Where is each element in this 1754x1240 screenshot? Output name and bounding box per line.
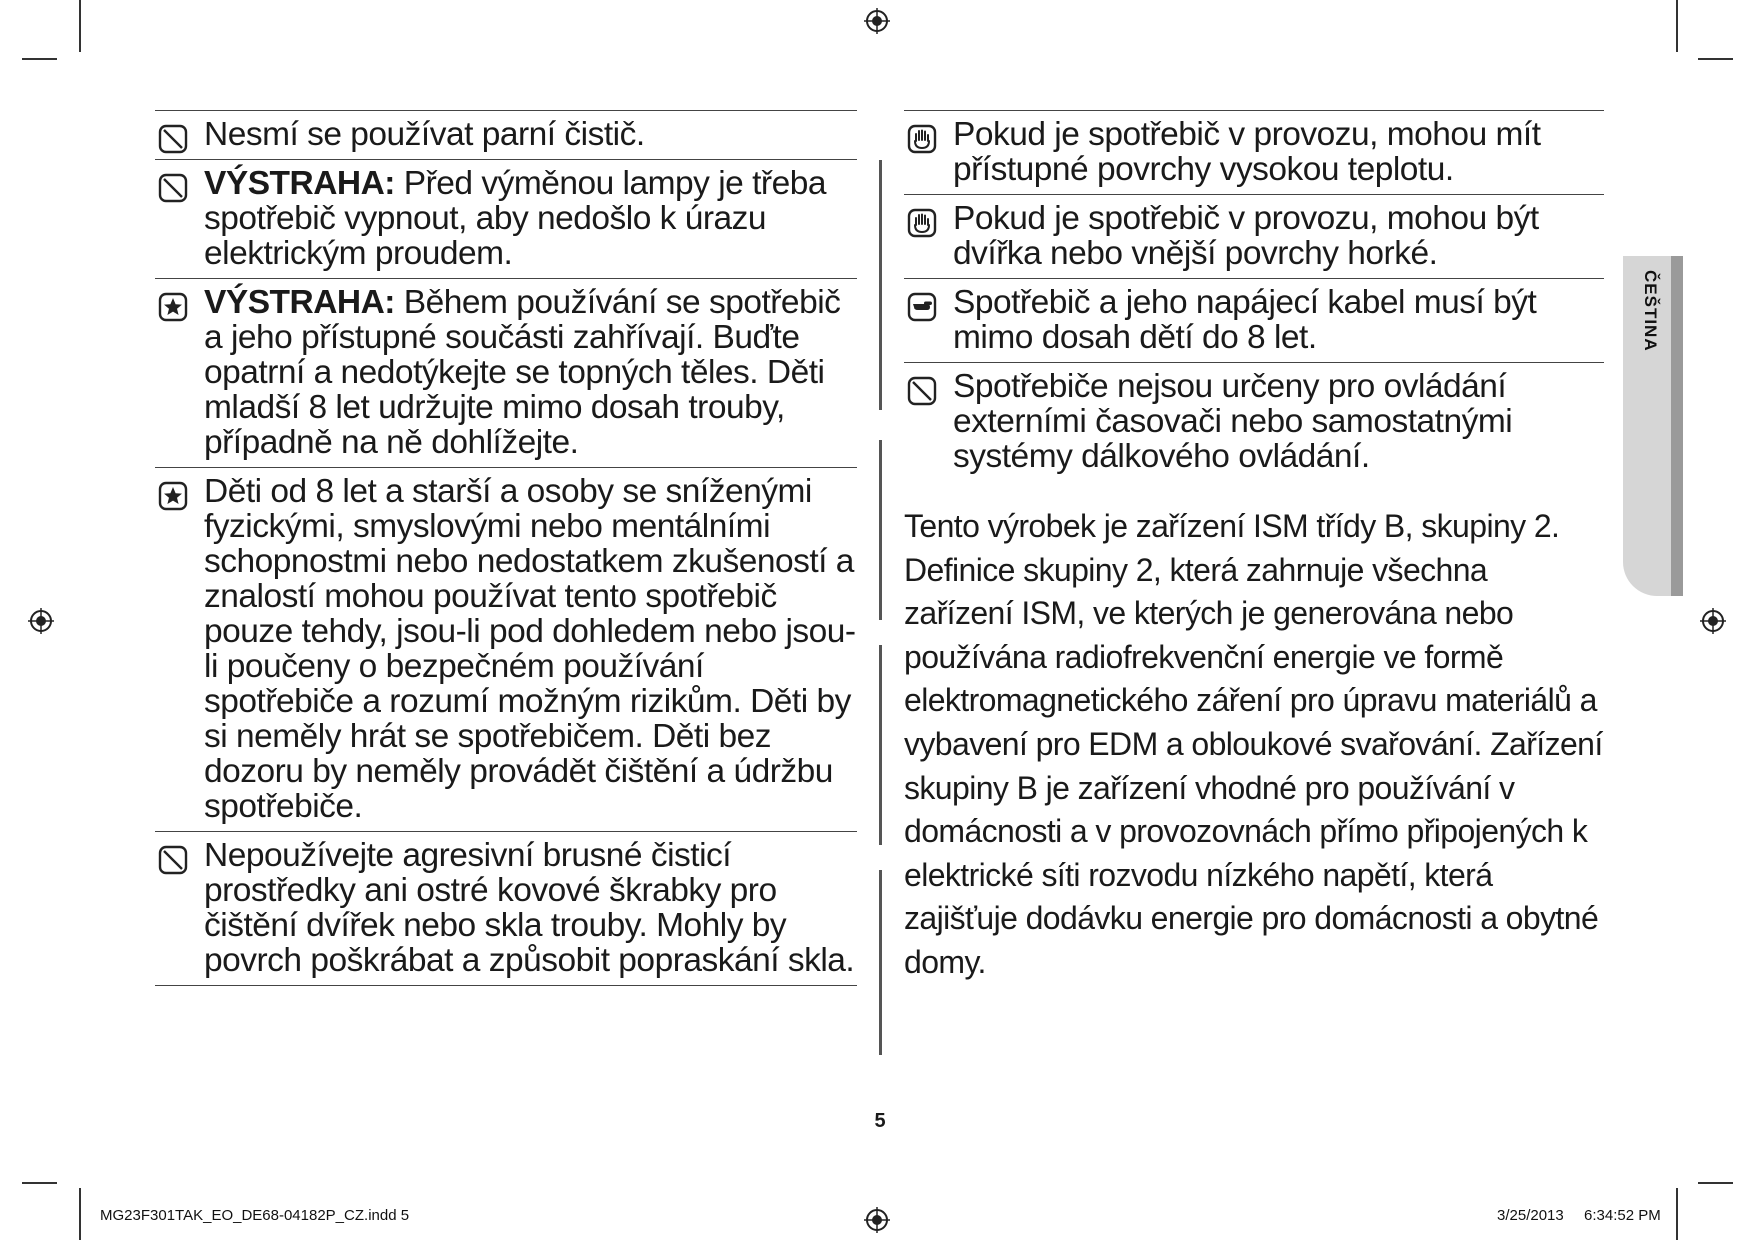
item-text: Spotřebiče nejsou určeny pro ovládání externími časovači nebo samostatnými systémy dálkového ovládání. bbox=[953, 368, 1513, 475]
footer-file-name: MG23F301TAK_EO_DE68-04182P_CZ.indd 5 bbox=[100, 1207, 410, 1224]
crop-mark bbox=[22, 1182, 57, 1184]
safety-item bbox=[904, 194, 1604, 278]
safety-item bbox=[155, 278, 857, 467]
column-divider bbox=[879, 160, 882, 410]
column-divider bbox=[879, 645, 882, 845]
item-text: Před výměnou lampy je třeba spotřebič vypnout, aby nedošlo k úrazu elektrickým proudem. bbox=[204, 165, 826, 272]
safety-item bbox=[155, 110, 857, 159]
no-symbol-icon bbox=[158, 173, 188, 203]
footer-time: 6:34:52 PM bbox=[1584, 1207, 1661, 1224]
crop-mark bbox=[22, 58, 57, 60]
warning-label: VÝSTRAHA: bbox=[204, 165, 395, 202]
right-column bbox=[904, 110, 1604, 1017]
registration-mark-icon bbox=[864, 8, 890, 34]
item-text: Nesmí se používat parní čistič. bbox=[204, 116, 645, 153]
crop-mark bbox=[1676, 1188, 1678, 1240]
left-column bbox=[155, 110, 857, 986]
item-text: Děti od 8 let a starší a osoby se sníženými fyzickými, smyslovými nebo mentálními schopnostmi nebo nedostatkem zkušeností a znalostí mohou používat tento spotřebič pouze tehdy, jsou-li pod dohledem nebo jsou-li poučeny o bezpečném používání spotřebiče a rozumí možným rizikům. Děti by si neměly hrát se spotřebičem. Děti bez dozoru by neměly provádět čištění a údržbu spotřebiče. bbox=[204, 473, 856, 825]
crop-mark bbox=[1698, 58, 1733, 60]
safety-item bbox=[155, 159, 857, 278]
registration-mark-icon bbox=[1700, 608, 1726, 634]
footer-date: 3/25/2013 bbox=[1497, 1207, 1564, 1224]
crop-mark bbox=[1698, 1182, 1733, 1184]
safety-item bbox=[155, 831, 857, 986]
safety-item bbox=[155, 467, 857, 831]
crop-mark bbox=[1676, 0, 1678, 52]
no-symbol-icon bbox=[158, 124, 188, 154]
item-text: Pokud je spotřebič v provozu, mohou mít přístupné povrchy vysokou teplotu. bbox=[953, 116, 1541, 188]
hand-icon bbox=[907, 208, 937, 238]
item-text: Spotřebič a jeho napájecí kabel musí být mimo dosah dětí do 8 let. bbox=[953, 284, 1537, 356]
safety-item bbox=[904, 110, 1604, 194]
crop-mark bbox=[79, 0, 81, 52]
item-text: Nepoužívejte agresivní brusné čisticí prostředky ani ostré kovové škrabky pro čištění dvířek nebo skla trouby. Mohly by povrch poškrábat a způsobit popraskání skla. bbox=[204, 837, 855, 979]
item-text: Pokud je spotřebič v provozu, mohou být dvířka nebo vnější povrchy horké. bbox=[953, 200, 1539, 272]
column-divider bbox=[879, 870, 882, 1055]
registration-mark-icon bbox=[28, 608, 54, 634]
column-divider bbox=[879, 440, 882, 620]
star-icon bbox=[158, 481, 188, 511]
no-symbol-icon bbox=[907, 376, 937, 406]
warning-label: VÝSTRAHA: bbox=[204, 284, 395, 321]
hand-icon bbox=[907, 124, 937, 154]
registration-mark-icon bbox=[864, 1207, 890, 1233]
safety-item bbox=[904, 278, 1604, 362]
page-number: 5 bbox=[874, 1110, 886, 1132]
language-tab-bar bbox=[1671, 256, 1683, 596]
no-symbol-icon bbox=[158, 845, 188, 875]
item-text: Během používání se spotřebič a jeho přístupné součásti zahřívají. Buďte opatrní a nedotýkejte se topných těles. Děti mladší 8 let udržujte mimo dosah trouby, případně na ně dohlížejte. bbox=[204, 284, 841, 461]
crop-mark bbox=[79, 1188, 81, 1240]
pointing-hand-icon bbox=[907, 292, 937, 322]
language-tab-label: ČEŠTINA bbox=[1641, 270, 1660, 352]
star-icon bbox=[158, 292, 188, 322]
safety-item bbox=[904, 362, 1604, 481]
ism-paragraph: Tento výrobek je zařízení ISM třídy B, skupiny 2. Definice skupiny 2, která zahrnuje všechna zařízení ISM, ve kterých je generována nebo používána radiofrekvenční energie ve formě elektromagnetického záření pro úpravu materiálů a vybavení pro EDM a obloukové svařování. Zařízení skupiny B je zařízení vhodné pro používání v domácnosti a v provozovnách přímo připojených k elektrické síti rozvodu nízkého napětí, která zajišťuje dodávku energie pro domácnosti a obytné domy. bbox=[904, 508, 1603, 980]
